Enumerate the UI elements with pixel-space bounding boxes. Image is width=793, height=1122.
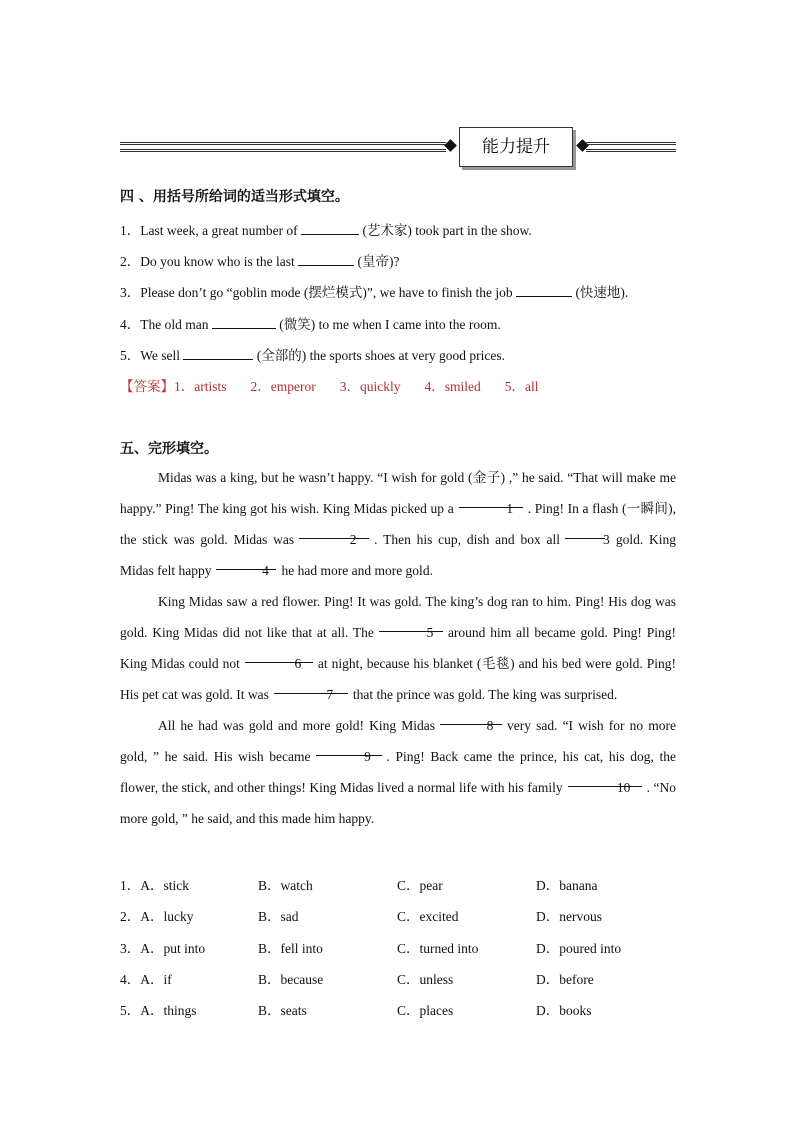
option-c[interactable]: C．turned into: [397, 941, 479, 956]
answer-label: 【答案】: [120, 379, 174, 395]
section5-title: 五、完形填空。: [120, 441, 218, 457]
section4-title: 四 、用括号所给词的适当形式填空。: [120, 189, 349, 205]
question-number: 3．: [120, 285, 141, 300]
answer-item: 5．all: [504, 379, 539, 394]
question-hint: (皇帝)?: [357, 254, 400, 269]
passage-text: . Ping! Back came the prince, his cat, his dog, the flower, the stick, and other things! King Midas lived a normal life with his family: [120, 749, 676, 795]
cloze-blank-7[interactable]: 7: [274, 679, 348, 694]
options-row-1: [120, 874, 676, 894]
cloze-blank-4[interactable]: 4: [216, 555, 276, 570]
option-a[interactable]: 5．A．things: [120, 1003, 197, 1018]
question-text: We sell: [140, 348, 184, 363]
question-hint: (快速地).: [575, 285, 629, 300]
question-number: 4．: [120, 317, 141, 332]
question-2: [120, 250, 399, 270]
answer-item: 3．quickly: [339, 379, 401, 394]
option-a[interactable]: 1．A．stick: [120, 878, 189, 893]
option-b[interactable]: B．seats: [258, 1003, 307, 1018]
section-banner: [120, 127, 676, 167]
question-text: Do you know who is the last: [140, 254, 299, 269]
banner-title: 能力提升: [459, 127, 573, 167]
passage-text: All he had was gold and more gold! King Midas: [158, 718, 435, 733]
option-c[interactable]: C．unless: [397, 972, 454, 987]
passage-text: that the prince was gold. The king was surprised.: [352, 687, 618, 702]
question-hint: (全部的) the sports shoes at very good prices.: [256, 348, 505, 363]
passage-text: . Then his cup, dish and box all: [374, 532, 561, 547]
answer-blank-2[interactable]: [298, 251, 354, 266]
options-row-5: [120, 999, 676, 1019]
answer-item: 4．smiled: [424, 379, 481, 394]
option-d[interactable]: D．banana: [536, 878, 598, 893]
question-1: [120, 219, 532, 239]
option-b[interactable]: B．sad: [258, 909, 299, 924]
passage-text: . Ping! In a flash (一瞬间), the stick was gold. Midas was: [120, 501, 676, 547]
question-number: 5．: [120, 348, 141, 363]
question-5: [120, 344, 505, 364]
answer-blank-3[interactable]: [516, 282, 572, 297]
option-d[interactable]: D．books: [536, 1003, 592, 1018]
question-4: [120, 313, 501, 333]
option-c[interactable]: C．places: [397, 1003, 454, 1018]
passage-text: gold. King Midas felt happy: [120, 532, 677, 578]
answer-item: 2．emperor: [250, 379, 316, 394]
cloze-blank-8[interactable]: 8: [440, 710, 502, 725]
question-number: 2．: [120, 254, 141, 269]
option-a[interactable]: 4．A．if: [120, 972, 172, 987]
passage-text: . “No more gold, ” he said, and this made him happy.: [120, 780, 676, 826]
option-a[interactable]: 2．A．lucky: [120, 909, 194, 924]
question-text: Last week, a great number of: [140, 223, 302, 238]
options-row-4: [120, 968, 676, 988]
cloze-blank-6[interactable]: 6: [245, 648, 313, 663]
cloze-blank-10[interactable]: 10: [568, 772, 642, 787]
answer-key: [120, 375, 552, 395]
option-c[interactable]: C．pear: [397, 878, 443, 893]
option-d[interactable]: D．before: [536, 972, 594, 987]
answer-item: 1．artists: [174, 379, 227, 394]
passage-text: very sad. “I wish for no more gold, ” he said. His wish became: [120, 718, 676, 764]
options-row-2: [120, 905, 676, 925]
passage-text: he had more and more gold.: [281, 563, 433, 578]
question-hint: (微笑) to me when I came into the room.: [279, 317, 501, 332]
option-d[interactable]: D．poured into: [536, 941, 622, 956]
passage-text: Midas was a king, but he wasn’t happy. “I wish for gold (金子) ,” he said. “That will make me happy.” Ping! The king got his wish. King Midas picked up a: [120, 470, 676, 516]
option-b[interactable]: B．because: [258, 972, 324, 987]
cloze-blank-9[interactable]: 9: [316, 741, 382, 756]
cloze-paragraph-3: [120, 710, 676, 834]
cloze-passage: [120, 462, 676, 834]
passage-text: at night, because his blanket (毛毯) and his bed were gold. Ping! His pet cat was gold. It was: [120, 656, 676, 702]
cloze-blank-3[interactable]: 3: [565, 524, 605, 539]
answer-blank-4[interactable]: [212, 314, 276, 329]
option-c[interactable]: C．excited: [397, 909, 459, 924]
diamond-icon: [444, 139, 457, 152]
banner-right-rule: [586, 142, 676, 152]
banner-left-rule: [120, 142, 446, 152]
question-hint: (艺术家) took part in the show.: [362, 223, 532, 238]
answer-blank-1[interactable]: [301, 220, 359, 235]
cloze-paragraph-2: [120, 586, 676, 710]
answer-blank-5[interactable]: [183, 345, 253, 360]
cloze-blank-1[interactable]: 1: [459, 493, 523, 508]
option-b[interactable]: B．watch: [258, 878, 313, 893]
option-d[interactable]: D．nervous: [536, 909, 602, 924]
question-3: [120, 281, 628, 301]
option-b[interactable]: B．fell into: [258, 941, 323, 956]
passage-text: around him all became gold. Ping! Ping! King Midas could not: [120, 625, 676, 671]
options-row-3: [120, 937, 676, 957]
question-text: Please don’t go “goblin mode (摆烂模式)”, we have to finish the job: [140, 285, 517, 300]
option-a[interactable]: 3．A．put into: [120, 941, 206, 956]
cloze-blank-2[interactable]: 2: [299, 524, 369, 539]
cloze-paragraph-1: [120, 462, 676, 586]
question-number: 1．: [120, 223, 141, 238]
cloze-blank-5[interactable]: 5: [379, 617, 443, 632]
passage-text: King Midas saw a red flower. Ping! It was gold. The king’s dog ran to him. Ping! His dog was gold. King Midas did not like that at all. The: [120, 594, 676, 640]
question-text: The old man: [140, 317, 212, 332]
